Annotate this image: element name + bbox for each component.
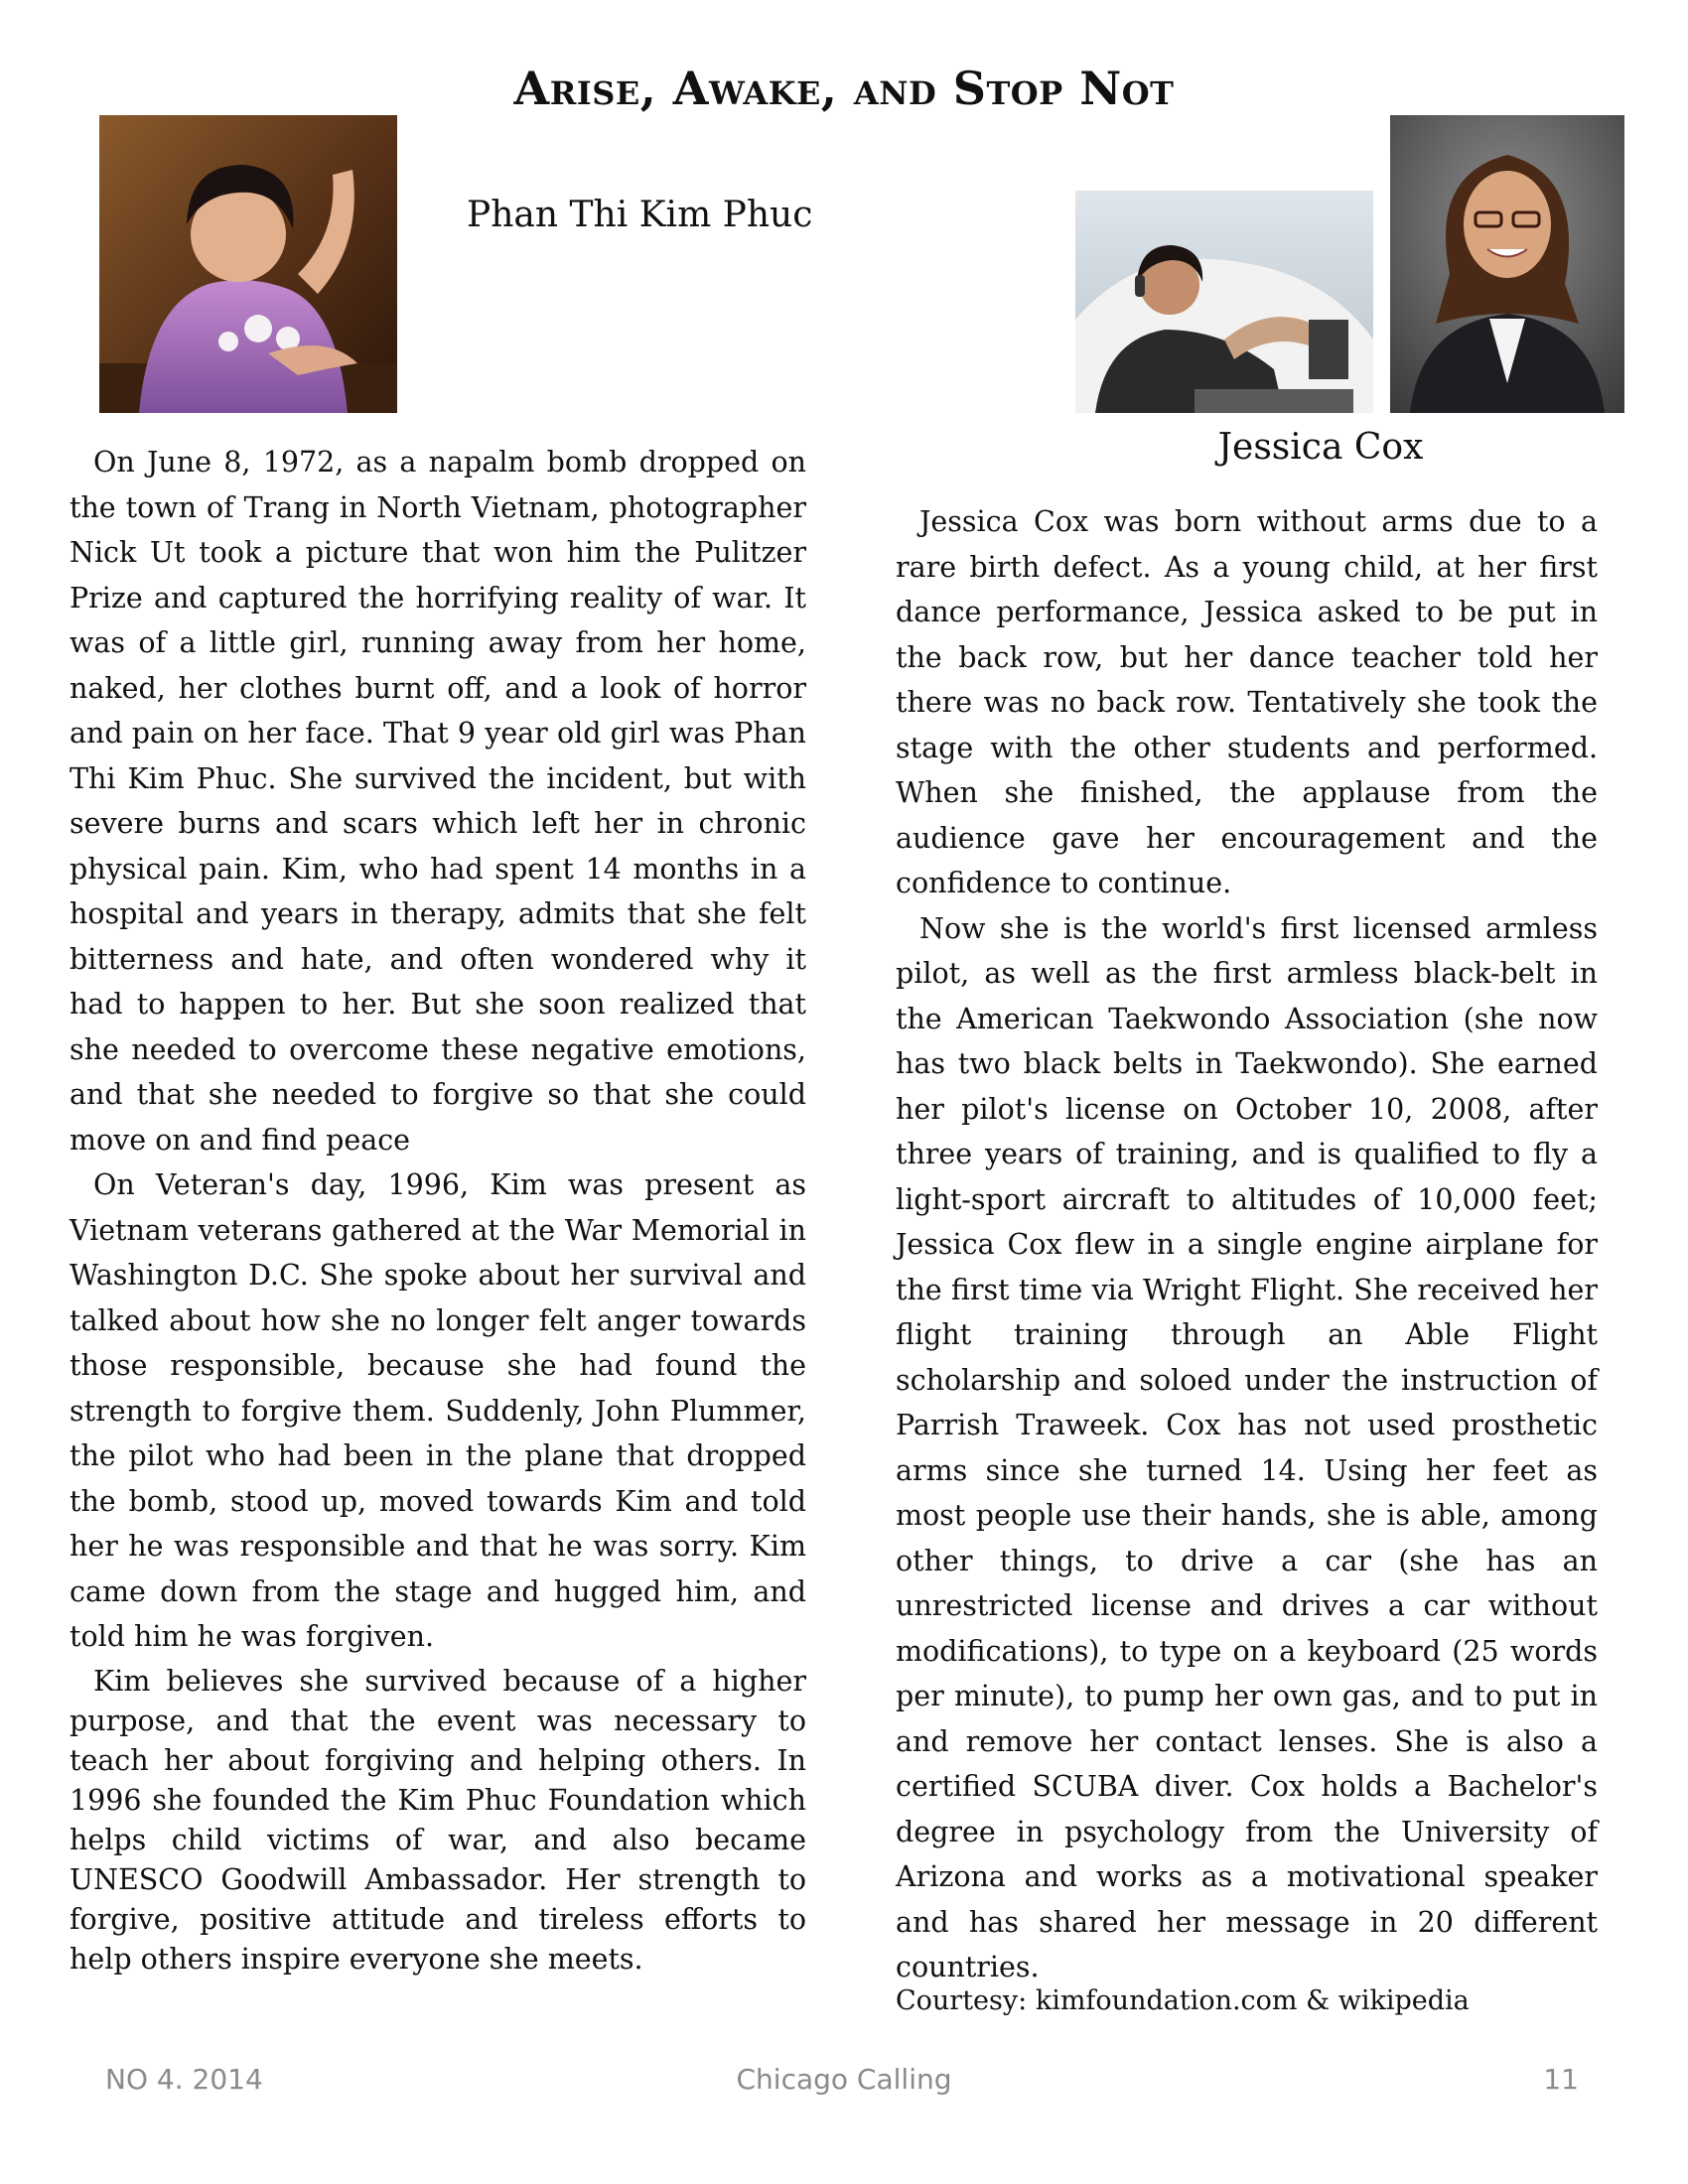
kim-phuc-paragraph-2: On Veteran's day, 1996, Kim was present as Vietnam veterans gathered at the War Memorial in Washington D.C. She spoke about her survival and talked about how she no longer felt anger towards those responsible, because she had found the strength to forgive them. Suddenly, John Plummer, the pilot who had been in the plane that dropped the bomb, stood up, moved towards Kim and told her he was responsible and that he was sorry. Kim came down from the stage and hugged him, and told him he was forgiven.	[70, 1168, 806, 1653]
kim-phuc-caption: Phan Thi Kim Phuc	[467, 195, 813, 235]
footer-magazine-name: Chicago Calling	[736, 2063, 952, 2096]
jessica-cox-portrait-photo	[1390, 115, 1624, 413]
source-credit: Courtesy: kimfoundation.com & wikipedia	[896, 1985, 1470, 2016]
jessica-cox-paragraph-1: Jessica Cox was born without arms due to a rare birth defect. As a young child, at her first dance performance, Jessica asked to be put in the back row, but her dance teacher told her there was no back row. Tentatively she took the stage with the other students and performed. When she finished, the applause from the audience gave her encouragement and the confidence to continue.	[896, 505, 1598, 899]
jessica-cox-caption: Jessica Cox	[1217, 427, 1424, 468]
kim-phuc-article-column	[70, 440, 806, 1979]
kim-phuc-photo	[99, 115, 397, 413]
jessica-cox-cockpit-photo	[1075, 191, 1373, 413]
jessica-cox-paragraph-2: Now she is the world's first licensed armless pilot, as well as the first armless black-belt in the American Taekwondo Association (she now has two black belts in Taekwondo). She earned her pilot's license on October 10, 2008, after three years of training, and is qualified to fly a light-sport aircraft to altitudes of 10,000 feet; Jessica Cox flew in a single engine airplane for the first time via Wright Flight. She received her flight training through an Able Flight scholarship and soloed under the instruction of Parrish Traweek. Cox has not used prosthetic arms since she turned 14. Using her feet as most people use their hands, she is able, among other things, to drive a car (she has an unrestricted license and drives a car without modifications), to type on a keyboard (25 words per minute), to pump her own gas, and to put in and remove her contact lenses. She is also a certified SCUBA diver. Cox holds a Bachelor's degree in psychology from the University of Arizona and works as a motivational speaker and has shared her message in 20 different countries.	[896, 911, 1598, 1983]
jessica-cox-article-column	[896, 499, 1598, 1990]
kim-phuc-paragraph-1: On June 8, 1972, as a napalm bomb dropped on the town of Trang in North Vietnam, photographer Nick Ut took a picture that won him the Pulitzer Prize and captured the horrifying reality of war. It was of a little girl, running away from her home, naked, her clothes burnt off, and a look of horror and pain on her face. That 9 year old girl was Phan Thi Kim Phuc. She survived the incident, but with severe burns and scars which left her in chronic physical pain. Kim, who had spent 14 months in a hospital and years in therapy, admits that she felt bitterness and hate, and often wondered why it had to happen to her. But she soon realized that she needed to overcome these negative emotions, and that she needed to forgive so that she could move on and find peace	[70, 446, 806, 1157]
footer-issue-number: NO 4. 2014	[105, 2063, 263, 2096]
article-title: Arise, Awake, and Stop Not	[513, 62, 1175, 115]
footer-page-number: 11	[1543, 2063, 1579, 2096]
kim-phuc-paragraph-3: Kim believes she survived because of a higher purpose, and that the event was necessary to teach her about forgiving and helping others. In 1996 she founded the Kim Phuc Foundation which helps child victims of war, and also became UNESCO Goodwill Ambassador. Her strength to forgive, positive attitude and tireless efforts to help others inspire everyone she meets.	[70, 1664, 806, 1976]
